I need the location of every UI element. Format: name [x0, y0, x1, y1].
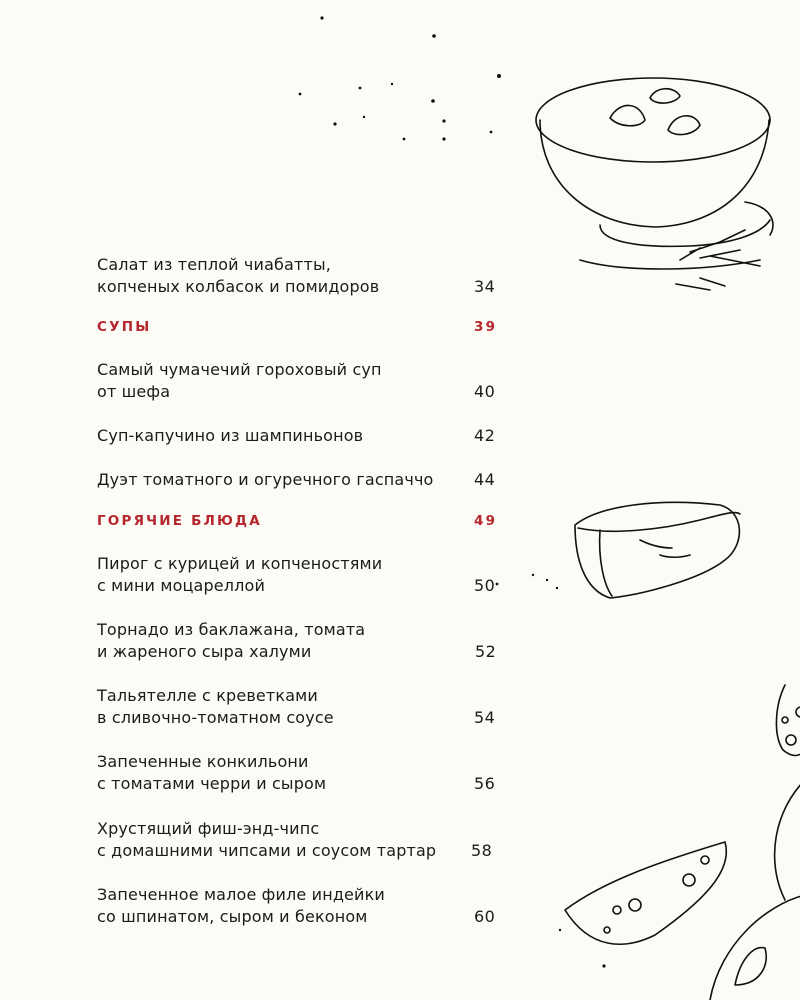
section-title: ГОРЯЧИЕ БЛЮДА: [97, 513, 262, 529]
section-page-number: 39: [474, 319, 498, 335]
soup-bowl-illustration: [520, 40, 800, 340]
page-number: 58: [471, 841, 493, 860]
entry-title: Дуэт томатного и огуречного гаспаччо: [97, 470, 434, 489]
entry-title: Запеченное малое филе индейки со шпинатом, сыром и беконом: [97, 885, 385, 926]
page-number: 42: [474, 426, 496, 445]
entry-title: Торнадо из баклажана, томата и жареного сыра халуми: [97, 620, 366, 661]
entry-title: Хрустящий фиш-энд-чипс с домашними чипсами и соусом тартар: [97, 819, 437, 860]
section-title: СУПЫ: [97, 319, 152, 335]
entry-title: Самый чумачечий гороховый суп от шефа: [97, 360, 382, 401]
page-number: 60: [474, 907, 496, 926]
page-number: 40: [474, 382, 496, 401]
section-page-number: 49: [474, 513, 498, 529]
page-number: 56: [474, 774, 496, 793]
page-number: 50: [474, 576, 496, 595]
entry-title: Запеченные конкильони с томатами черри и сыром: [97, 752, 327, 793]
page-number: 44: [474, 470, 496, 489]
entry-title: Суп-капучино из шампиньонов: [97, 426, 364, 445]
entry-title: Салат из теплой чиабатты, копченых колбасок и помидоров: [97, 255, 380, 296]
page-number: 54: [474, 708, 496, 727]
entry-title: Пирог с курицей и копченостями с мини моцареллой: [97, 554, 383, 595]
page-number: 34: [474, 277, 496, 296]
page-number: 52: [475, 642, 497, 661]
pie-slice-illustration: [560, 490, 750, 610]
cheese-illustration: [550, 680, 800, 1000]
entry-title: Тальятелле с креветками в сливочно-томатном соусе: [97, 686, 334, 727]
